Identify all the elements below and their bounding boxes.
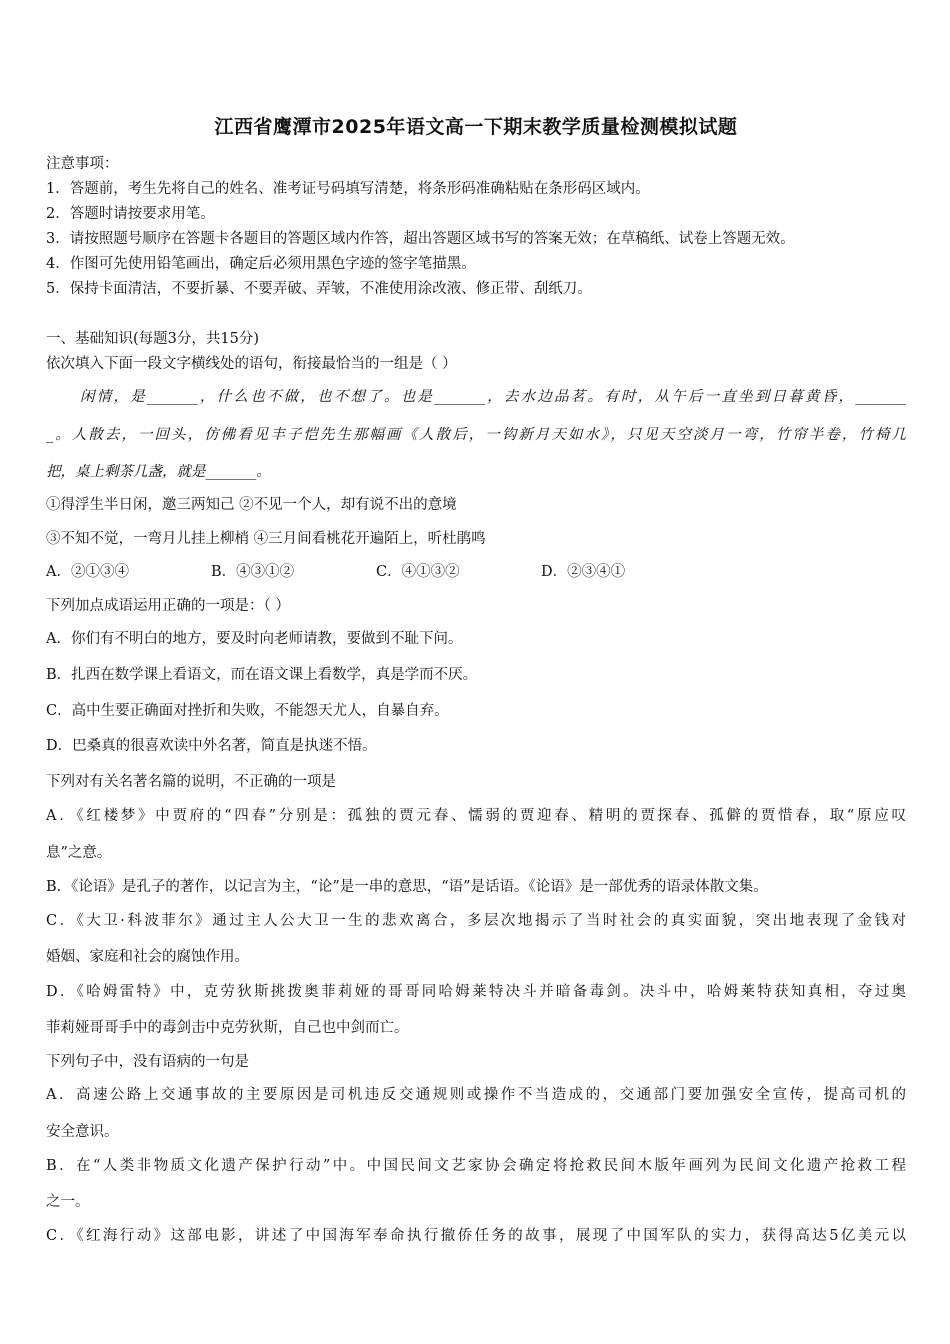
passage-line: _。人散去，一回头，仿佛看见丰子恺先生那幅画《人散后，一钩新月天如水》，只见天空淡月一弯，竹帘半卷，竹椅几 (46, 427, 906, 443)
question-stem: 依次填入下面一段文字横线处的语句，衔接最恰当的一组是（ ） (46, 356, 457, 372)
question-stem: 下列对有关名著名篇的说明，不正确的一项是 (46, 774, 336, 790)
choice-row (46, 560, 706, 581)
option-b[interactable]: B．扎西在数学课上看语文，而在语文课上看数学，真是学而不厌。 (46, 667, 478, 683)
notice-item: 2．答题时请按要求用笔。 (46, 206, 215, 222)
page-title: 江西省鹰潭市2025年语文高一下期末教学质量检测模拟试题 (214, 116, 738, 138)
option-a-cont: 安全意识。 (46, 1124, 119, 1140)
passage-line: 把，桌上剩茶几盏，就是_______。 (46, 464, 271, 480)
option-c[interactable]: C．《红海行动》这部电影，讲述了中国海军奉命执行撤侨任务的故事，展现了中国军队的实力，获得高达5亿美元以 (46, 1228, 906, 1244)
option-c[interactable]: C．高中生要正确面对挫折和失败，不能怨天尤人，自暴自弃。 (46, 703, 449, 719)
option-a[interactable]: A．《红楼梦》中贾府的“四春”分别是：孤独的贾元春、懦弱的贾迎春、精明的贾探春、孤僻的贾惜春，取“原应叹 (46, 808, 906, 824)
notice-item: 4．作图可先使用铅笔画出，确定后必须用黑色字迹的签字笔描黑。 (46, 256, 476, 272)
option-a[interactable]: A．高速公路上交通事故的主要原因是司机违反交通规则或操作不当造成的，交通部门要加强安全宣传，提高司机的 (46, 1087, 906, 1103)
choice-c[interactable]: C．④①③② (376, 564, 460, 580)
option-d[interactable]: D．巴桑真的很喜欢读中外名著，简直是执迷不悟。 (46, 738, 377, 754)
section-heading: 一、基础知识(每题3分，共15分) (46, 331, 259, 347)
notice-heading: 注意事项： (46, 156, 119, 172)
choice-a[interactable]: A．②①③④ (46, 564, 129, 580)
notice-item: 1．答题前，考生先将自己的姓名、准考证号码填写清楚，将条形码准确粘贴在条形码区域内。 (46, 181, 650, 197)
option-b-cont: 之一。 (46, 1194, 90, 1210)
option-b[interactable]: B．在“人类非物质文化遗产保护行动”中。中国民间文艺家协会确定将抢救民间木版年画列为民间文化遗产抢救工程 (46, 1158, 906, 1174)
option-c[interactable]: C．《大卫·科波菲尔》通过主人公大卫一生的悲欢离合，多层次地揭示了当时社会的真实面貌，突出地表现了金钱对 (46, 913, 906, 929)
question-stem: 下列句子中，没有语病的一句是 (46, 1054, 249, 1070)
notice-item: 5．保持卡面清洁，不要折暴、不要弄破、弄皱，不准使用涂改液、修正带、刮纸刀。 (46, 281, 592, 297)
choice-b[interactable]: B．④③①② (211, 564, 295, 580)
notice-item: 3．请按照题号顺序在答题卡各题目的答题区域内作答，超出答题区域书写的答案无效；在草稿纸、试卷上答题无效。 (46, 231, 795, 247)
option-c-cont: 婚姻、家庭和社会的腐蚀作用。 (46, 949, 249, 965)
option-d-cont: 菲莉娅哥哥手中的毒剑击中克劳狄斯，自己也中剑而亡。 (46, 1020, 409, 1036)
question-stem: 下列加点成语运用正确的一项是：（ ） (46, 598, 290, 614)
option-a[interactable]: A．你们有不明白的地方，要及时向老师请教，要做到不耻下问。 (46, 631, 463, 647)
passage-line: 闲情，是_______，什么也不做，也不想了。也是_______，去水边品茗。有时，从午后一直坐到日暮黄昏，_______ (80, 389, 906, 405)
option-a-cont: 息”之意。 (46, 845, 112, 861)
option-b[interactable]: B．《论语》是孔子的著作，以记言为主，“论”是一串的意思，“语”是话语。《论语》是一部优秀的语录体散文集。 (46, 879, 768, 895)
option-d[interactable]: D．《哈姆雷特》中，克劳狄斯挑拨奥菲莉娅的哥哥同哈姆莱特决斗并暗备毒剑。决斗中，哈姆莱特获知真相，夺过奥 (46, 984, 906, 1000)
sentence-item: ①得浮生半日闲，邀三两知己 ②不见一个人，却有说不出的意境 (46, 497, 457, 513)
choice-d[interactable]: D．②③④① (541, 564, 626, 580)
sentence-item: ③不知不觉，一弯月儿挂上柳梢 ④三月间看桃花开遍陌上，听杜鹃鸣 (46, 531, 486, 547)
